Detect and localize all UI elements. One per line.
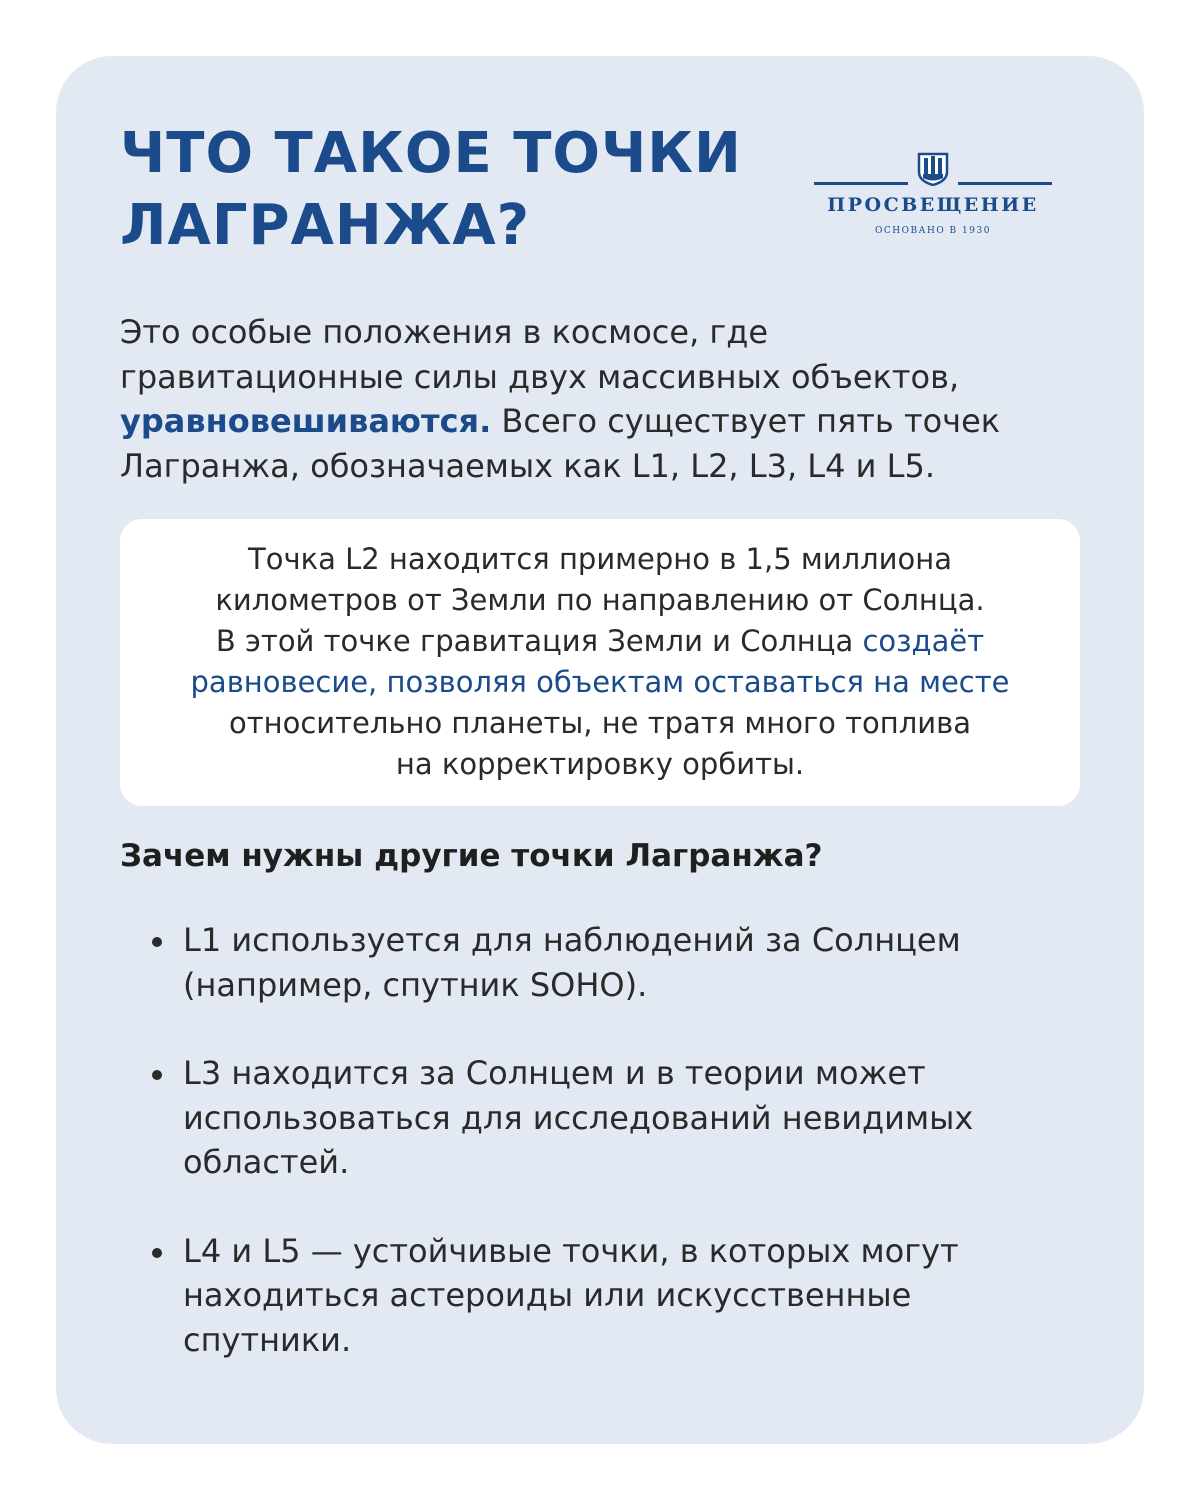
intro-paragraph	[120, 310, 1100, 488]
bullet-1-line-1: L1 используется для наблюдений за Солнцем	[183, 921, 961, 959]
bullet-3-line-1: L4 и L5 — устойчивые точки, в которых могут	[183, 1231, 959, 1270]
publisher-logo	[812, 150, 1054, 242]
info-line-4-highlight: равновесие, позволяя объектам оставаться на месте	[190, 665, 1010, 699]
info-box	[120, 519, 1080, 806]
intro-highlight: уравновешиваются.	[120, 402, 492, 440]
logo-tagline: ОСНОВАНО В 1930	[875, 226, 991, 236]
info-box-text	[120, 539, 1080, 785]
bullet-dot-icon	[152, 937, 162, 947]
bullet-dot-icon	[152, 1248, 162, 1258]
publisher-emblem-icon	[916, 150, 950, 186]
section-subheading: Зачем нужны другие точки Лагранжа?	[120, 838, 823, 874]
intro-line-1: Это особые положения в космосе, где	[120, 313, 769, 351]
bullet-list	[150, 918, 1090, 1406]
bullet-3-line-3: спутники.	[183, 1320, 352, 1359]
list-item	[150, 918, 1090, 1007]
logo-name: ПРОСВЕЩЕНИЕ	[827, 194, 1039, 216]
info-line-3	[120, 621, 1080, 662]
info-line-3-plain: В этой точке гравитация Земли и Солнца	[215, 624, 863, 658]
intro-line-3-rest: Всего существует пять точек	[491, 402, 1001, 440]
list-item	[150, 1051, 1090, 1185]
intro-line-4: Лагранжа, обозначаемых как L1, L2, L3, L4 и L5.	[120, 446, 935, 485]
bullet-2-line-2: использоваться для исследований невидимых	[183, 1098, 974, 1137]
logo-rule-right	[958, 182, 1052, 185]
info-line-2: километров от Земли по направлению от Солнца.	[215, 583, 985, 617]
page-title-line-2: ЛАГРАНЖА?	[120, 193, 531, 258]
info-line-6: на корректировку орбиты.	[395, 747, 805, 781]
info-line-1: Точка L2 находится примерно в 1,5 миллиона	[248, 542, 952, 576]
bullet-dot-icon	[152, 1070, 162, 1080]
bullet-1-line-2: (например, спутник SOHO).	[183, 965, 648, 1004]
page-title	[120, 118, 760, 262]
page-title-line-1: ЧТО ТАКОЕ ТОЧКИ	[120, 121, 742, 186]
bullet-3-line-2: находиться астероиды или искусственные	[183, 1276, 912, 1314]
info-line-5: относительно планеты, не тратя много топлива	[229, 706, 971, 740]
intro-line-3	[120, 399, 1100, 444]
list-item	[150, 1229, 1090, 1363]
bullet-2-line-3: областей.	[183, 1143, 350, 1181]
bullet-2-line-1: L3 находится за Солнцем и в теории может	[183, 1054, 926, 1092]
logo-rule-left	[814, 182, 908, 185]
info-line-3-highlight: создаёт	[862, 624, 985, 658]
intro-line-2: гравитационные силы двух массивных объектов,	[120, 357, 960, 396]
